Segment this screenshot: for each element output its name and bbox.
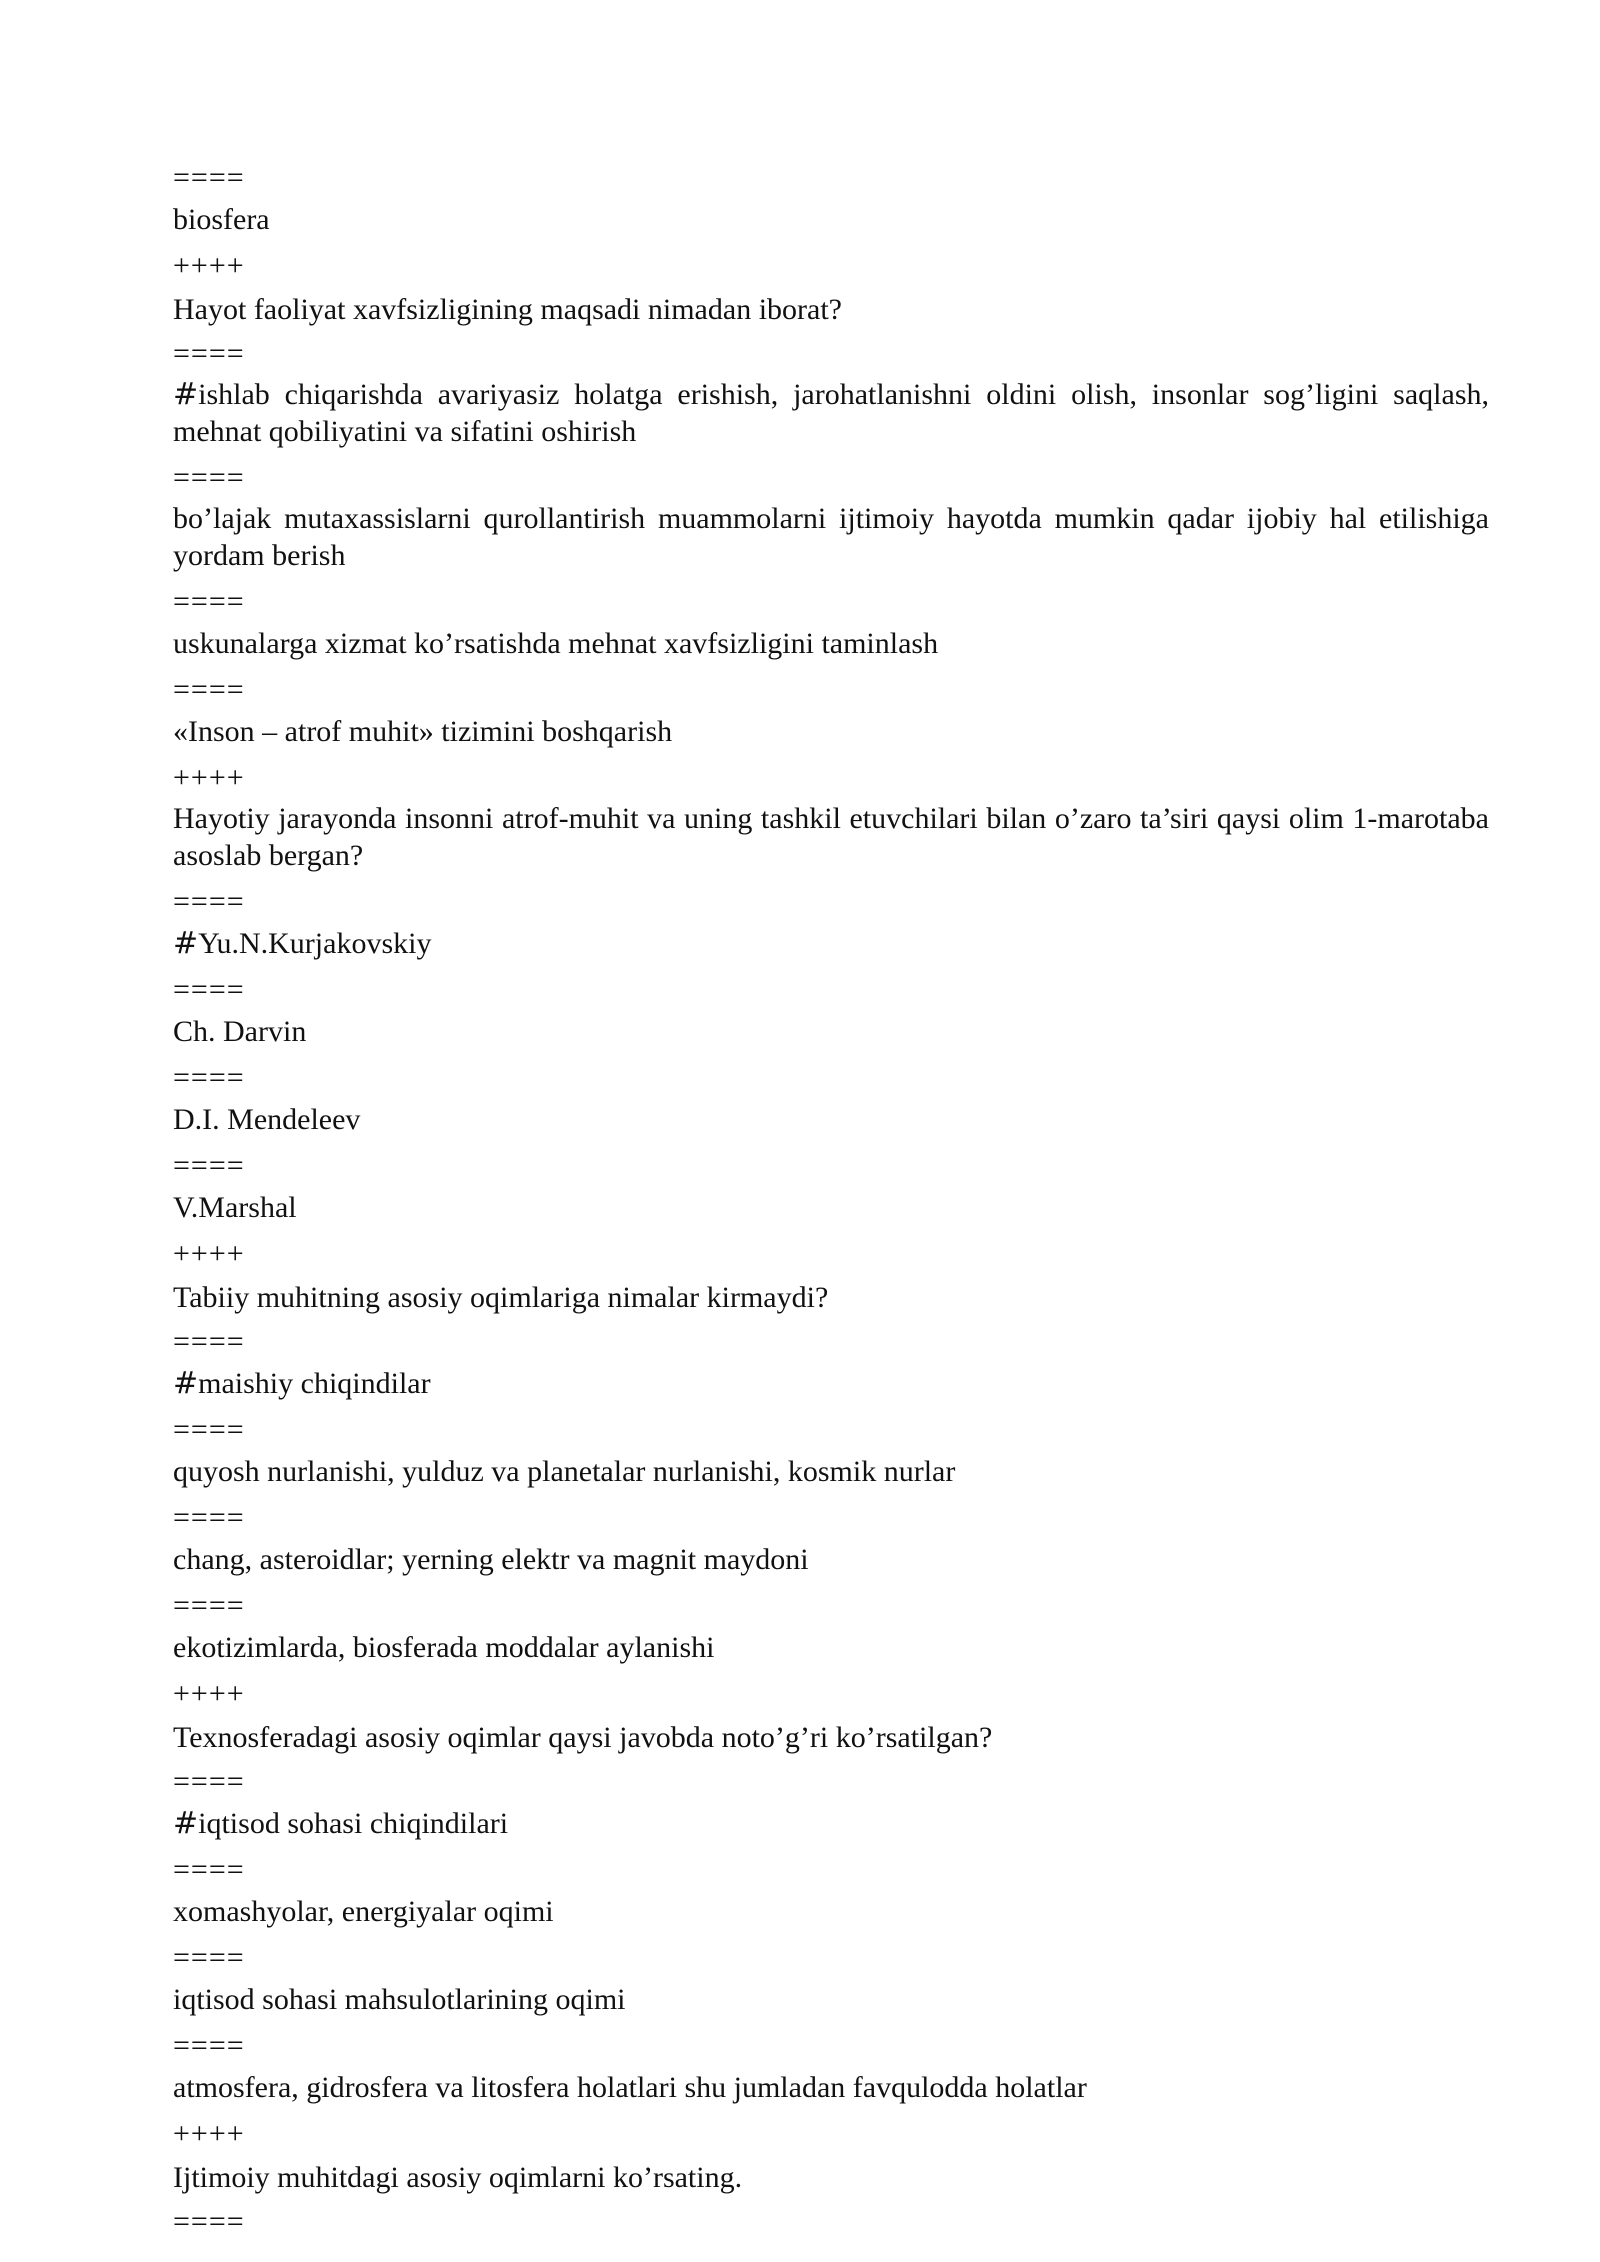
question-text: [173, 800, 1489, 874]
answer-separator-label: ====: [173, 1501, 245, 1534]
answer-option-label: iqtisod sohasi mahsulotlarining oqimi: [173, 1983, 626, 2016]
answer-option-label: V.Marshal: [173, 1191, 297, 1224]
answer-separator: [173, 668, 1489, 712]
answer-separator: [173, 1408, 1489, 1452]
answer-separator-label: ====: [173, 1589, 245, 1622]
answer-separator-label: ====: [173, 1061, 245, 1094]
answer-separator-label: ====: [173, 1325, 245, 1358]
answer-option: [173, 1980, 1489, 2020]
question-text-label: Tabiiy muhitning asosiy oqimlariga nimalar kirmaydi?: [173, 1281, 829, 1314]
answer-option: [173, 500, 1489, 574]
question-text-label: Hayotiy jarayonda insonni atrof-muhit va uning tashkil etuvchilari bilan o’zaro ta’siri qaysi olim 1-marotaba asoslab bergan?: [173, 802, 1489, 872]
document-body: [173, 156, 1489, 2244]
answer-option-label: Ch. Darvin: [173, 1015, 307, 1048]
answer-separator: [173, 880, 1489, 924]
question-separator-label: ++++: [173, 2117, 245, 2150]
answer-option-label: «Inson – atrof muhit» tizimini boshqarish: [173, 715, 673, 748]
answer-option: [173, 1188, 1489, 1228]
answer-separator: [173, 1936, 1489, 1980]
answer-option-label: chang, asteroidlar; yerning elektr va magnit maydoni: [173, 1543, 809, 1576]
answer-separator: [173, 156, 1489, 200]
correct-answer-option: [173, 1364, 1489, 1404]
question-separator-label: ++++: [173, 761, 245, 794]
question-separator-label: ++++: [173, 249, 245, 282]
answer-option: [173, 1012, 1489, 1052]
correct-answer-option: [173, 1804, 1489, 1844]
question-text-label: Ijtimoiy muhitdagi asosiy oqimlarni ko’rsating.: [173, 2161, 743, 2194]
correct-answer-option-label: iqtisod sohasi chiqindilari: [198, 1807, 509, 1840]
answer-separator-label: ====: [173, 161, 245, 194]
answer-option: [173, 1628, 1489, 1668]
question-separator: [173, 244, 1489, 288]
question-separator-label: ++++: [173, 1237, 245, 1270]
answer-option-label: D.I. Mendeleev: [173, 1103, 361, 1136]
question-text: [173, 288, 1489, 332]
answer-separator-label: ====: [173, 1941, 245, 1974]
question-text-label: Hayot faoliyat xavfsizligining maqsadi nimadan iborat?: [173, 293, 842, 326]
answer-option: [173, 624, 1489, 664]
answer-option-label: quyosh nurlanishi, yulduz va planetalar nurlanishi, kosmik nurlar: [173, 1455, 956, 1488]
correct-answer-option-label: Yu.N.Kurjakovskiy: [198, 927, 432, 960]
answer-separator-label: ====: [173, 1413, 245, 1446]
answer-option-label: ekotizimlarda, biosferada moddalar aylanishi: [173, 1631, 715, 1664]
answer-separator-label: ====: [173, 673, 245, 706]
answer-separator: [173, 1056, 1489, 1100]
answer-separator: [173, 1320, 1489, 1364]
answer-option-label: uskunalarga xizmat ko’rsatishda mehnat xavfsizligini taminlash: [173, 627, 939, 660]
answer-separator: [173, 1584, 1489, 1628]
question-text: [173, 1276, 1489, 1320]
answer-separator: [173, 456, 1489, 500]
correct-mark: #: [173, 1806, 199, 1841]
answer-separator: [173, 2200, 1489, 2244]
answer-option-label: xomashyolar, energiyalar oqimi: [173, 1895, 554, 1928]
answer-option: [173, 1452, 1489, 1492]
answer-option: [173, 712, 1489, 752]
question-separator: [173, 2112, 1489, 2156]
question-text-label: Texnosferadagi asosiy oqimlar qaysi javobda noto’g’ri ko’rsatilgan?: [173, 1721, 993, 1754]
answer-separator-label: ====: [173, 973, 245, 1006]
answer-separator: [173, 1848, 1489, 1892]
answer-separator-label: ====: [173, 1765, 245, 1798]
correct-answer-option-label: maishiy chiqindilar: [198, 1367, 431, 1400]
answer-option: [173, 1540, 1489, 1580]
answer-separator-label: ====: [173, 1853, 245, 1886]
answer-option: [173, 2068, 1489, 2108]
correct-answer-option: [173, 924, 1489, 964]
answer-separator-label: ====: [173, 885, 245, 918]
answer-separator-label: ====: [173, 585, 245, 618]
question-separator: [173, 1672, 1489, 1716]
answer-separator: [173, 1144, 1489, 1188]
answer-separator: [173, 332, 1489, 376]
question-text: [173, 1716, 1489, 1760]
question-text: [173, 2156, 1489, 2200]
answer-separator-label: ====: [173, 337, 245, 370]
answer-option: [173, 1100, 1489, 1140]
answer-separator-label: ====: [173, 2029, 245, 2062]
answer-separator: [173, 968, 1489, 1012]
correct-mark: #: [173, 377, 199, 412]
answer-separator-label: ====: [173, 461, 245, 494]
question-separator: [173, 1232, 1489, 1276]
question-separator: [173, 756, 1489, 800]
correct-answer-option: [173, 376, 1489, 450]
correct-mark: #: [173, 1366, 199, 1401]
answer-separator-label: ====: [173, 1149, 245, 1182]
answer-option-label: atmosfera, gidrosfera va litosfera holatlari shu jumladan favqulodda holatlar: [173, 2071, 1087, 2104]
correct-answer-option-label: ishlab chiqarishda avariyasiz holatga erishish, jarohatlanishni oldini olish, insonlar sog’ligini saqlash, mehnat qobiliyatini va sifatini oshirish: [173, 378, 1489, 448]
answer-option: [173, 1892, 1489, 1932]
answer-separator: [173, 1760, 1489, 1804]
answer-separator-label: ====: [173, 2205, 245, 2238]
correct-mark: #: [173, 926, 199, 961]
answer-separator: [173, 1496, 1489, 1540]
question-separator-label: ++++: [173, 1677, 245, 1710]
answer-option-label: biosfera: [173, 203, 270, 236]
answer-separator: [173, 580, 1489, 624]
answer-option: [173, 200, 1489, 240]
answer-separator: [173, 2024, 1489, 2068]
answer-option-label: bo’lajak mutaxassislarni qurollantirish muammolarni ijtimoiy hayotda mumkin qadar ijobiy hal etilishiga yordam berish: [173, 502, 1489, 572]
